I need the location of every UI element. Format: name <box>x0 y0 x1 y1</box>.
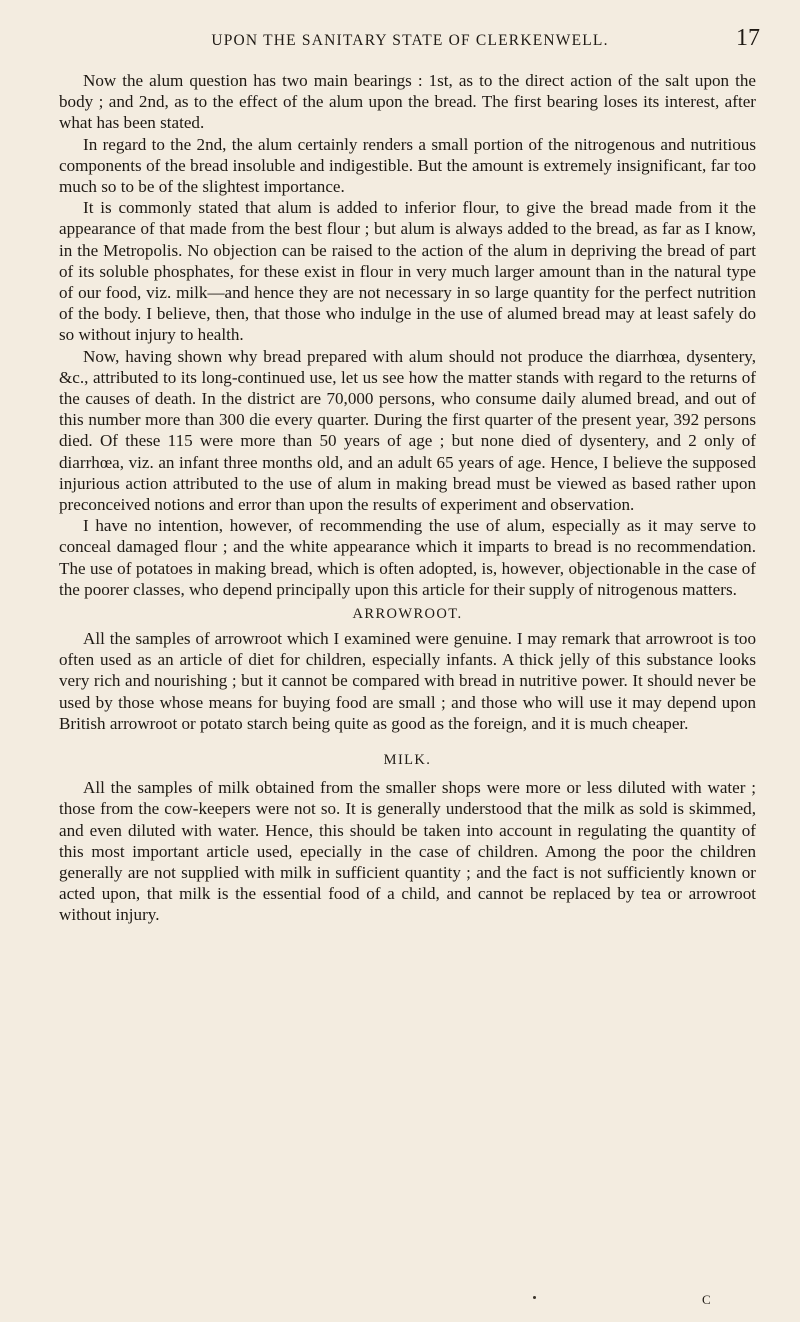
paragraph-alum-question: Now the alum question has two main bearings : 1st, as to the direct action of the salt upon the body ; and 2nd, as to the effect of the alum upon the bread. The first bearing loses its interest, after what has been stated. <box>59 71 756 133</box>
milk-heading: MILK. <box>383 752 432 769</box>
arrowroot-heading: ARROWROOT. <box>352 606 463 623</box>
page-number: 17 <box>736 25 760 51</box>
paragraph-alum-insoluble: In regard to the 2nd, the alum certainly renders a small portion of the nitrogenous and nutritious components of the bread insoluble and indigestible. But the amount is extremely insignificant, far too much so to be of the slightest importance. <box>59 134 756 197</box>
signature-mark: C <box>702 1292 711 1307</box>
running-head: UPON THE SANITARY STATE OF CLERKENWELL. <box>211 32 609 49</box>
ink-dot <box>533 1296 536 1299</box>
paragraph-arrowroot: All the samples of arrowroot which I examined were genuine. I may remark that arrowroot is too often used as an article of diet for children, especially infants. A thick jelly of this substance looks very rich and nourishing ; but it cannot be compared with bread in nutritive power. It should never be used by those whose means for buying food are small ; and those who will use it may depend upon British arrowroot or potato starch being quite as good as the foreign, and it is much cheaper. <box>59 629 756 733</box>
paragraph-causes-of-death: Now, having shown why bread prepared with alum should not produce the diarrhœa, dysentery, &c., attributed to its long-continued use, let us see how the matter stands with regard to the returns of the causes of death. In the district are 70,000 persons, who consume daily alumed bread, and out of this number more than 300 die every quarter. During the first quarter of the present year, 392 persons died. Of these 115 were more than 50 years of age ; but none died of dysentery, and 2 only of diarrhœa, viz. an infant three months old, and an adult 65 years of age. Hence, I believe the supposed injurious action attributed to the use of alum in making bread must be viewed as based rather upon preconceived notions and error than upon the results of experiment and observation. <box>59 346 756 515</box>
paragraph-inferior-flour: It is commonly stated that alum is added to inferior flour, to give the bread made from it the appearance of that made from the best flour ; but alum is always added to the bread, as far as I know, in the Metropolis. No objection can be raised to the action of the alum in depriving the bread of part of its soluble phosphates, for these exist in flour in very much larger amount than in the natural type of our food, viz. milk—and hence they are not necessary in so large quantity for the perfect nutrition of the body. I believe, then, that those who indulge in the use of alumed bread may at least safely do so without injury to health. <box>59 198 756 345</box>
paragraph-no-recommendation: I have no intention, however, of recommending the use of alum, especially as it may serve to conceal damaged flour ; and the white appearance which it imparts to bread is no recommendation. The use of potatoes in making bread, which is often adopted, is, however, objectionable in the case of the poorer classes, who depend principally upon this article for their supply of nitrogenous matters. <box>59 516 756 599</box>
body-text <box>59 70 756 926</box>
page-header <box>60 22 760 52</box>
paragraph-milk: All the samples of milk obtained from the smaller shops were more or less diluted with water ; those from the cow-keepers were not so. It is generally understood that the milk as sold is skimmed, and even diluted with water. Hence, this should be taken into account in regulating the quantity of this most important article used, epecially in the case of children. Among the poor the children generally are not supplied with milk in sufficient quantity ; and the fact is not sufficiently known or acted upon, that milk is the essential food of a child, and cannot be replaced by tea or arrowroot without injury. <box>59 778 756 925</box>
